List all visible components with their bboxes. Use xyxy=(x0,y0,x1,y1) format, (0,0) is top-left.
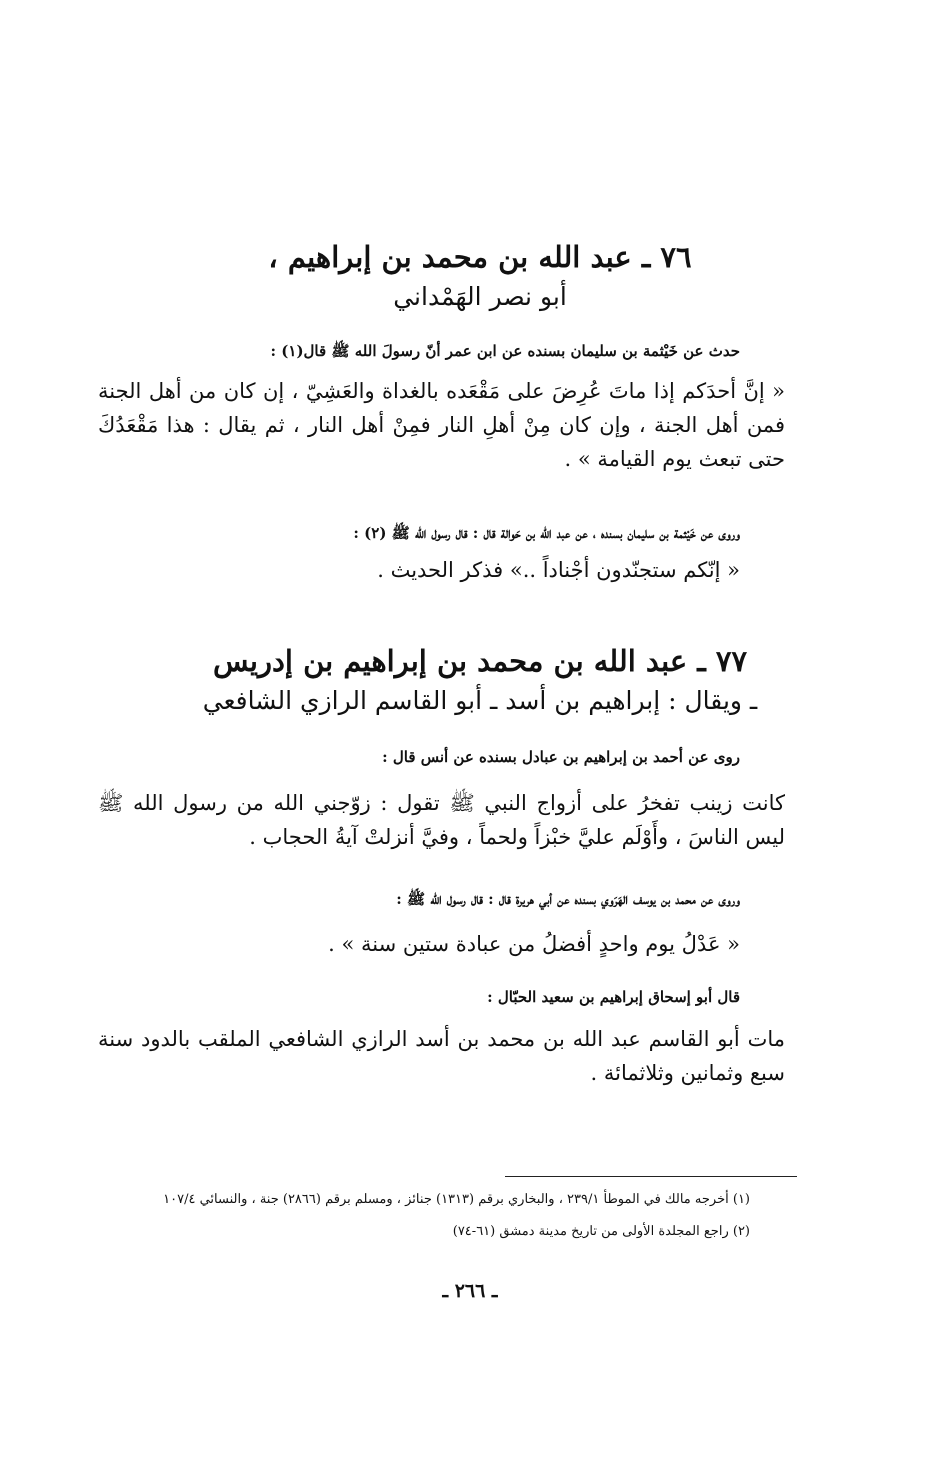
entry-76-hadith-2: « إنّكم ستجنّدون أجْناداً ..» فذكر الحديث . xyxy=(377,558,740,582)
footnote-separator xyxy=(505,1176,797,1177)
footnote-1: (١) أخرجه مالك في الموطأ ٢٣٩/١ ، والبخاري برقم (١٣١٣) جنائز ، ومسلم برقم (٢٨٦٦) جنة ، والنسائي ١٠٧/٤ xyxy=(163,1192,750,1207)
entry-76-heading: ٧٦ ـ عبد الله بن محمد بن إبراهيم ، xyxy=(268,240,692,274)
entry-77-heading: ٧٧ ـ عبد الله بن محمد بن إبراهيم بن إدريس xyxy=(212,644,748,678)
page-number: ـ ٢٦٦ ـ xyxy=(442,1280,498,1302)
footnote-2: (٢) راجع المجلدة الأولى من تاريخ مدينة دمشق (٦١-٧٤) xyxy=(452,1224,750,1239)
entry-77-subheading: ـ ويقال : إبراهيم بن أسد ـ أبو القاسم الرازي الشافعي xyxy=(202,686,758,715)
entry-76-intro-2: وروى عن خَيْثمة بن سليمان بسنده ، عن عبد الله بن حَوالة قال : قال رسول الله ﷺ (٢) : xyxy=(353,524,740,542)
entry-76-intro-1: حدث عن خَيْثمة بن سليمان بسنده عن ابن عمر أنّ رسولَ الله ﷺ قال(١) : xyxy=(270,342,740,360)
entry-77-text-1: كانت زينب تفخرُ على أزواج النبي ﷺ تقول : زوّجني الله من رسول الله ﷺ ليس الناسَ ، وأَوْلَم عليَّ خبْزاً ولحماً ، وفيَّ أنزلتْ آيةُ الحجاب . xyxy=(98,791,785,849)
entry-76-hadith-1: « إنَّ أحدَكم إذا ماتَ عُرِضَ على مَقْعَده بالغداة والعَشِيّ ، إن كان من أهل الجنة فمن أهل الجنة ، وإن كان مِنْ أهلِ النار فمِنْ أهل النار ، ثم يقال : هذا مَقْعَدُكَ حتى تبعث يوم القيامة » . xyxy=(98,379,785,471)
entry-77-text-3: مات أبو القاسم عبد الله بن محمد بن أسد الرازي الشافعي الملقب بالدود سنة سبع وثمانين وثلاثمائة . xyxy=(98,1027,785,1085)
entry-76-subheading: أبو نصر الهَمْداني xyxy=(393,282,567,311)
entry-77-intro-2: وروى عن محمد بن يوسف الهَرَوي بسنده عن أبي هريرة قال : قال رسول الله ﷺ : xyxy=(396,890,740,908)
entry-77-intro-1: روى عن أحمد بن إبراهيم بن عبادل بسنده عن أنس قال : xyxy=(382,748,740,766)
entry-77-hadith-2: « عَدْلُ يوم واحدٍ أفضلُ من عبادة ستين سنة » . xyxy=(328,932,740,956)
entry-77-intro-3: قال أبو إسحاق إبراهيم بن سعيد الحبّال : xyxy=(487,988,740,1006)
